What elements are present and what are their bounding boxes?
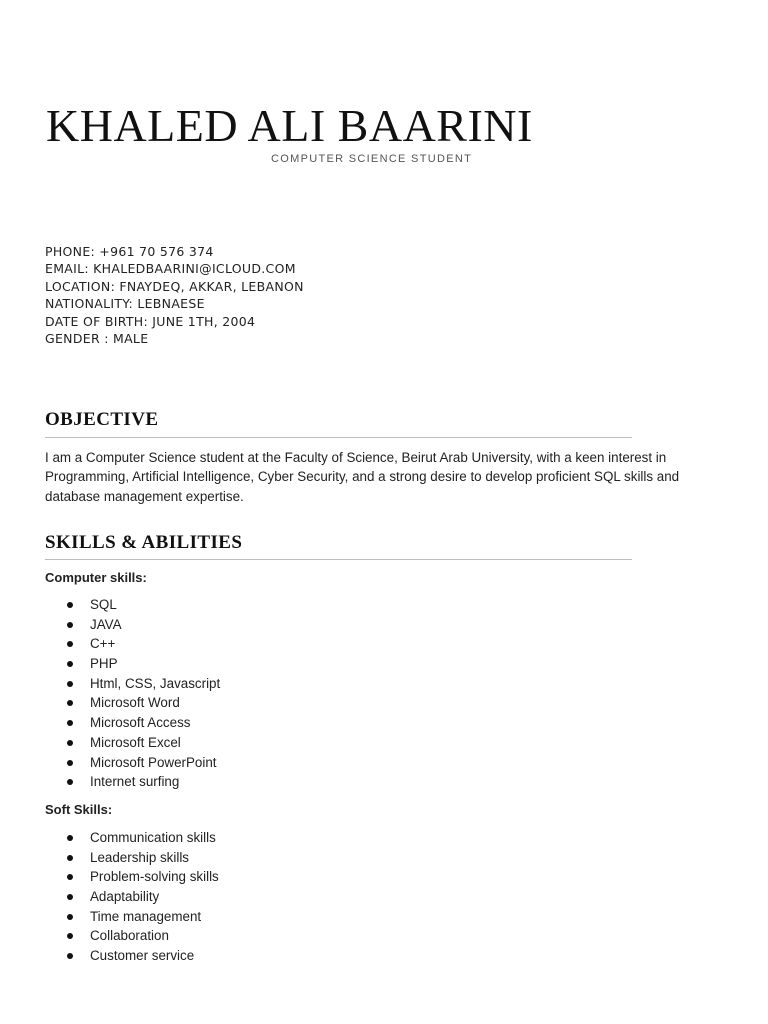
contact-block <box>45 243 304 347</box>
objective-divider <box>45 437 632 438</box>
skill-label: Internet surfing <box>90 774 180 790</box>
skill-label: Communication skills <box>90 830 216 845</box>
list-item <box>0 753 220 773</box>
skill-label: Leadership skills <box>90 849 189 865</box>
list-item <box>0 713 220 733</box>
bullet-icon <box>67 835 73 841</box>
list-item <box>0 907 219 927</box>
bullet-icon <box>67 602 73 608</box>
bullet-icon <box>67 760 73 766</box>
computer-skills-list <box>0 595 220 792</box>
objective-text: I am a Computer Science student at the Faculty of Science, Beirut Arab University, with a keen interest in Programming, Artificial Intelligence, Cyber Security, and a strong desire to develop proficient SQL skills and database management expertise. <box>45 450 680 504</box>
skill-label: Problem-solving skills <box>90 869 219 885</box>
bullet-icon <box>67 700 73 706</box>
contact-nationality: NATIONALITY: LEBNAESE <box>45 296 205 312</box>
list-item <box>0 828 219 848</box>
bullet-icon <box>67 894 73 900</box>
skill-label: Adaptability <box>90 889 160 905</box>
list-item <box>0 946 219 966</box>
list-item <box>0 887 219 907</box>
skill-label: Microsoft Access <box>90 715 191 731</box>
soft-skills-list <box>0 828 219 966</box>
list-item <box>0 595 220 615</box>
bullet-icon <box>67 661 73 667</box>
skill-label: PHP <box>90 656 118 672</box>
skill-label: Microsoft Word <box>90 695 180 711</box>
list-item <box>0 634 220 654</box>
bullet-icon <box>67 855 73 861</box>
bullet-icon <box>67 641 73 647</box>
bullet-icon <box>67 740 73 746</box>
bullet-icon <box>67 622 73 628</box>
list-item <box>0 867 219 887</box>
contact-gender: GENDER : MALE <box>45 331 149 347</box>
contact-location: LOCATION: FNAYDEQ, AKKAR, LEBANON <box>45 278 304 294</box>
skill-label: C++ <box>90 636 116 652</box>
soft-skills-label: Soft Skills: <box>45 802 113 817</box>
contact-phone: PHONE: +961 70 576 374 <box>45 244 214 259</box>
bullet-icon <box>67 779 73 785</box>
skills-heading: SKILLS & ABILITIES <box>45 532 243 553</box>
bullet-icon <box>67 681 73 687</box>
list-item <box>0 674 220 694</box>
bullet-icon <box>67 953 73 959</box>
skill-label: Microsoft PowerPoint <box>90 754 217 770</box>
skills-divider <box>45 559 632 560</box>
bullet-icon <box>67 720 73 726</box>
skill-label: Customer service <box>90 948 195 964</box>
skill-label: Html, CSS, Javascript <box>90 675 221 691</box>
bullet-icon <box>67 933 73 939</box>
skill-label: SQL <box>90 597 117 612</box>
skill-label: Microsoft Excel <box>90 734 181 750</box>
skill-label: JAVA <box>90 616 122 632</box>
computer-skills-label: Computer skills: <box>45 570 147 585</box>
candidate-subtitle: COMPUTER SCIENCE STUDENT <box>271 153 473 165</box>
list-item <box>0 733 220 753</box>
candidate-name: KHALED ALI BAARINI <box>46 100 533 151</box>
list-item <box>0 848 219 868</box>
list-item <box>0 654 220 674</box>
contact-email: EMAIL: KHALEDBAARINI@ICLOUD.COM <box>45 261 296 277</box>
list-item <box>0 926 219 946</box>
list-item <box>0 615 220 635</box>
contact-date-of-birth: DATE OF BIRTH: JUNE 1TH, 2004 <box>45 313 256 329</box>
bullet-icon <box>67 874 73 880</box>
bullet-icon <box>67 914 73 920</box>
objective-heading: OBJECTIVE <box>45 409 159 430</box>
skill-label: Time management <box>90 908 202 924</box>
list-item <box>0 772 220 792</box>
list-item <box>0 693 220 713</box>
skill-label: Collaboration <box>90 928 169 944</box>
